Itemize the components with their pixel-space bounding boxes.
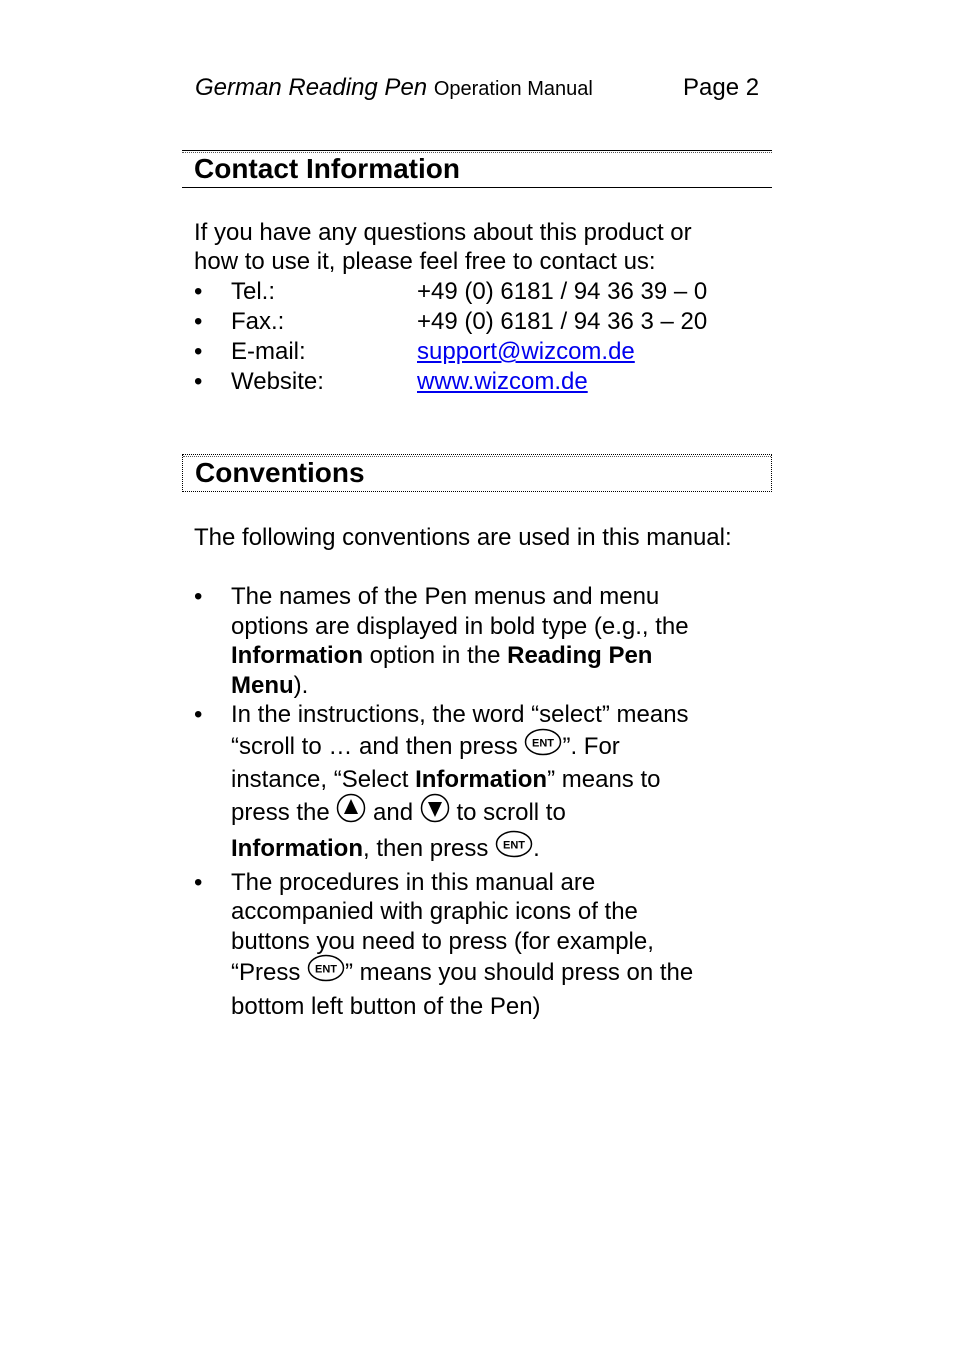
- list-item: [194, 582, 754, 700]
- list-item: [194, 868, 754, 1022]
- text-line: [231, 832, 754, 868]
- down-arrow-button-icon: [420, 793, 450, 831]
- bullet: •: [194, 368, 203, 395]
- contact-label: Fax.:: [231, 308, 285, 335]
- document-header-title: [195, 74, 593, 102]
- product-name: German Reading Pen: [195, 74, 428, 101]
- text-span: press the: [231, 798, 337, 826]
- email-link[interactable]: support@wizcom.de: [417, 338, 635, 365]
- text-line: [231, 641, 754, 671]
- contact-section-header: [182, 150, 772, 188]
- text-span: “scroll to … and then press: [231, 732, 525, 760]
- bullet: •: [194, 583, 203, 610]
- ent-label: ENT: [532, 737, 555, 749]
- website-link[interactable]: www.wizcom.de: [417, 368, 588, 395]
- text-span: “Press: [231, 959, 308, 987]
- contact-label: E-mail:: [231, 338, 306, 365]
- text-line: bottom left button of the Pen): [231, 992, 541, 1020]
- text-line: In the instructions, the word “select” means: [231, 701, 689, 728]
- text-span: ).: [293, 671, 309, 699]
- manual-type: Operation Manual: [433, 78, 593, 100]
- bold-term: Reading Pen: [507, 642, 653, 669]
- text-line: [231, 730, 754, 766]
- contact-value: +49 (0) 6181 / 94 36 3 – 20: [417, 308, 708, 335]
- bullet: •: [194, 701, 203, 728]
- contact-intro-line-1: If you have any questions about this product or: [194, 219, 692, 246]
- bullet: •: [194, 308, 203, 335]
- page-number: Page 2: [683, 74, 760, 101]
- text-line: [231, 956, 754, 992]
- contact-value: +49 (0) 6181 / 94 36 39 – 0: [417, 278, 708, 305]
- contact-intro: [194, 218, 692, 276]
- ent-button-icon: [307, 954, 345, 990]
- contact-label: Tel.:: [231, 278, 276, 305]
- text-line: options are displayed in bold type (e.g., the: [231, 612, 689, 640]
- text-line: accompanied with graphic icons of the: [231, 898, 638, 925]
- ent-label: ENT: [315, 963, 338, 976]
- text-line: The names of the Pen menus and menu: [231, 583, 660, 610]
- text-line: [231, 765, 754, 795]
- text-span: .: [533, 835, 540, 863]
- ent-button-icon: [524, 728, 562, 764]
- text-span: , then press: [363, 835, 496, 863]
- text-line: buttons you need to press (for example,: [231, 927, 654, 955]
- text-line: [231, 671, 754, 701]
- ent-label: ENT: [503, 839, 526, 852]
- text-span: instance, “Select: [231, 766, 416, 793]
- bold-term: Information: [231, 642, 363, 669]
- bullet: •: [194, 278, 203, 305]
- text-line: [231, 795, 754, 833]
- conventions-intro: The following conventions are used in this manual:: [194, 524, 732, 551]
- conventions-list: [194, 582, 754, 1021]
- text-span: ”. For: [562, 732, 620, 760]
- text-span: ” means you should press on the: [345, 959, 694, 987]
- ent-button-icon: [495, 830, 533, 866]
- bold-term: Information: [231, 835, 363, 863]
- contact-intro-line-2: how to use it, please feel free to contact us:: [194, 248, 656, 275]
- bullet: •: [194, 868, 203, 896]
- conventions-section-header: [182, 454, 772, 492]
- up-arrow-button-icon: [336, 793, 366, 831]
- bullet: •: [194, 338, 203, 365]
- text-span: to scroll to: [449, 798, 566, 826]
- contact-heading: Contact Information: [194, 153, 460, 184]
- bold-term: Information: [415, 766, 548, 793]
- text-span: and: [366, 798, 420, 826]
- bold-term: Menu: [231, 671, 294, 699]
- text-span: ” means to: [547, 766, 661, 793]
- text-line: The procedures in this manual are: [231, 868, 596, 896]
- text-span: option in the: [363, 642, 508, 669]
- conventions-heading: Conventions: [195, 457, 365, 488]
- list-item: [194, 700, 754, 868]
- contact-label: Website:: [231, 368, 324, 395]
